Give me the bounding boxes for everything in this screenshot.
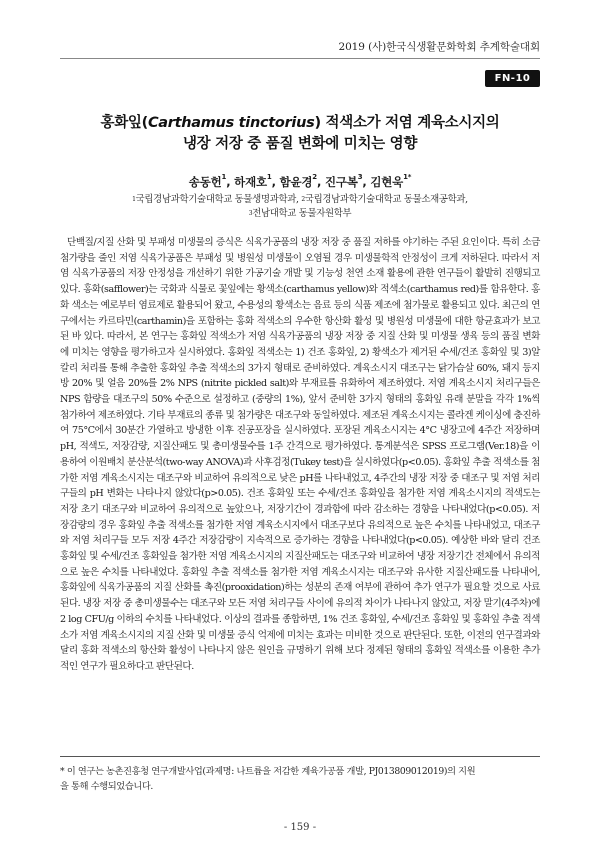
author-list: 송동헌$^1$, 하재호$^1$, 함윤경$^2$, 진구복$^3$, 김현욱$^{1*}$ <box>188 173 412 189</box>
footnote-divider <box>60 756 540 757</box>
funding-footnote: * 이 연구는 농촌진흥청 연구개발사업(과제명: 나트륨을 저감한 계육가공품 개발, PJ013809012019)의 지원 을 통해 수행되었습니다. <box>60 766 476 792</box>
title-line-2: 냉장 저장 중 품질 변화에 미치는 영향 <box>182 136 418 152</box>
affiliation-line-1: $^1$국립경남과학기술대학교 동물생명과학과, $^2$국립경남과학기술대학교 동물소재공학과, <box>132 194 468 205</box>
session-badge: FN-10 <box>485 70 540 87</box>
author: 김현욱$^{1*}$ <box>370 173 412 189</box>
header-divider <box>60 58 540 59</box>
conference-header: 2019 (사)한국식생활문화학회 추계학술대회 <box>338 41 540 53</box>
abstract-paragraph: 단백질/지질 산화 및 부패성 미생물의 증식은 식육가공품의 냉장 저장 중 품질 저하를 야기하는 주된 요인이다. 특히 소금 첨가량을 줄인 저염 식육가공품은 부패성 및 병원성 미생물이 오염될 경우 미생물학적 안정성이 크게 저하된다. 따라서 저염 식육가공품의 저장 안정성을 개선하기 위한 가공기술 개발 및 기능성 천연 소재 활용에 관한 연구들이 활발히 진행되고 있다. 홍화(safflower)는 국화과 식물로 꽃잎에는 황색소(carthamus yellow)와 적색소(carthamus red)를 함유한다. 홍화 색소는 예로부터 염료제로 활용되어 왔고, 수용성의 황색소는 음료 등의 식품 제조에 첨가물로 활용되고 있다. 최근의 연구에서는 카르타민(carthamin)을 포함하는 홍화 적색소의 우수한 항산화 활성 및 병원성 미생물에 대한 항균효과가 보고된 바 있다. 따라서, 본 연구는 홍화잎 적색소가 저염 식육가공품의 냉장 저장 중 지질 산화 및 미생물 생육 등의 품질 변화에 미치는 영향을 평가하고자 실시하였다. 홍화잎 적색소는 1) 건조 홍화잎, 2) 황색소가 제거된 수세/건조 홍화잎 및 3)알칼리 처리를 통해 추출한 홍화잎 추출 적색소의 3가지 형태로 준비하였다. 계육소시지 대조구는 닭가슴살 60%, 돼지 등지방 20% 및 얼음 20%를 2% NPS (nitrite pickled salt)와 부재료를 유화하여 제조하였다. 저염 계육소시지 처리구들은 NPS 함량을 대조구의 50% 수준으로 설정하고 (중량의 1%), 앞서 준비한 3가지 형태의 홍화잎 유래 분말을 각각 1%씩 첨가하여 제조하였다. 기타 부재료의 종류 및 첨가량은 대조구와 동일하였다. 제조된 계육소시지는 콜라겐 케이싱에 충진하여 75°C에서 30분간 가열하고 방냉한 이후 진공포장을 실시하였다. 포장된 계육소시지는 4°C 냉장고에 4주간 저장하며 pH, 적색도, 저장감량, 지질산패도 및 총미생물수를 1주 간격으로 평가하였다. 통계분석은 SPSS 프로그램(Ver.18)을 이용하여 이원배치 분산분석(two-way ANOVA)과 사후검정(Tukey test)을 실시하였다(p<0.05). 홍화잎 추출 적색소를 첨가한 저염 계육소시지는 대조구와 비교하여 유의적으로 낮은 pH를 나타내었고, 4주간의 냉장 저장 중 대조구 및 저염 처리구들의 pH 변화는 나타나지 않았다(p>0.05). 건조 홍화잎 또는 수세/건조 홍화잎을 첨가한 저염 계육소시지의 적색도는 저장 초기 대조구와 비교하여 유의적으로 높았으나, 저장기간이 경과함에 따라 감소하는 경향을 나타내었다(p<0.05). 저장감량의 경우 홍화잎 추출 적색소를 첨가한 저염 계육소시지에서 대조구보다 유의적으로 높은 수치를 나타내었고, 대조구와 저염 처리구들 모두 저장 4주간 저장감량이 지속적으로 증가하는 경향을 나타내었다(p<0.05). 예상한 바와 달리 건조 홍화잎 및 수세/건조 홍화잎을 첨가한 저염 계육소시지의 지질산패도는 대조구와 비교하여 냉장 저장기간 전체에서 유의적으로 높은 수치를 나타내었다. 홍화잎 추출 적색소를 첨가한 저염 계육소시지는 대조구와 유사한 지질산패도를 나타내어, 홍화잎에 식육가공품의 지질 산화를 촉진(prooxidation)하는 성분의 존재 여부에 관하여 추가 연구가 필요할 것으로 사료된다. 냉장 저장 중 총미생물수는 대조구와 모든 저염 처리구들 사이에 유의적 차이가 나타나지 않았고, 저장 말기(4주차)에 2 log CFU/g 이하의 수치를 나타내었다. 이상의 결과를 종합하면, 1% 건조 홍화잎, 수세/건조 홍화잎 및 홍화잎 추출 적색소가 저염 계육소시지의 지질 산화 및 미생물 증식 억제에 미치는 효과는 미비한 것으로 판단된다. 또한, 이전의 연구결과와 달리 홍화 적색소의 항산화 활성이 나타나지 않은 원인을 규명하기 위해 보다 정제된 형태의 홍화잎 적색소를 이용한 추가적인 연구가 필요하다고 판단된다. <box>60 237 540 672</box>
author: 진구복$^3$ <box>324 173 363 189</box>
author: 함윤경$^2$ <box>279 173 317 189</box>
page-number: - 159 - <box>283 822 317 833</box>
abstract-body <box>60 235 540 675</box>
paper-title <box>60 113 540 155</box>
scientific-name: Carthamus tinctorius <box>147 115 315 131</box>
title-line-1: 홍화잎(Carthamus tinctorius) 적색소가 저염 계육소시지의 <box>100 115 500 131</box>
author: 하재호$^1$ <box>234 173 272 189</box>
author: 송동헌$^1$ <box>188 173 227 189</box>
affiliations <box>60 193 540 221</box>
affiliation-line-2: $^3$전남대학교 동물자원학부 <box>248 208 352 219</box>
